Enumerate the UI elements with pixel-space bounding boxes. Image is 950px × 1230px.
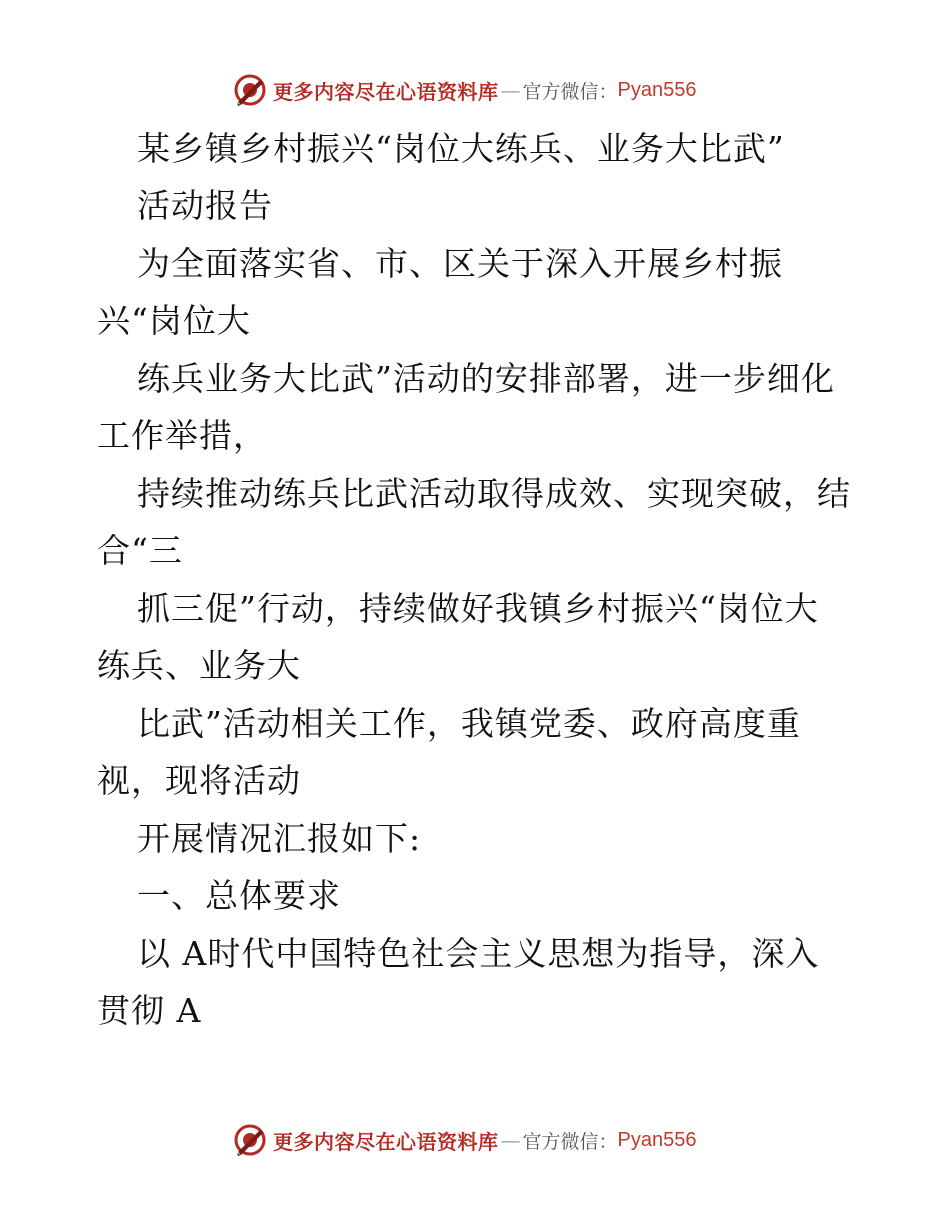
watermark-wechat-label: 官方微信： (522, 1130, 618, 1153)
doc-line: 视，现将活动 (97, 761, 301, 800)
pen-logo-icon (233, 73, 267, 107)
pen-logo-icon (233, 1123, 267, 1157)
watermark-main-text: 更多内容尽在心语资料库 (273, 1129, 499, 1154)
header-watermark (233, 72, 696, 108)
doc-title-line-2: 活动报告 (137, 186, 273, 225)
watermark-wechat-id: Pyan556 (617, 1128, 697, 1151)
doc-line: 贯彻 A (97, 991, 202, 1030)
doc-line: 练兵业务大比武”活动的安排部署，进一步细化 (137, 359, 835, 398)
doc-line: 以 A时代中国特色社会主义思想为指导，深入 (137, 934, 820, 973)
doc-line: 比武”活动相关工作，我镇党委、政府高度重 (137, 704, 801, 743)
doc-line: 兴“岗位大 (97, 301, 251, 340)
doc-line: 合“三 (97, 531, 183, 570)
doc-line: 练兵、业务大 (97, 646, 301, 685)
watermark-wechat-label: 官方微信： (522, 80, 618, 103)
watermark-wechat-id: Pyan556 (617, 78, 697, 101)
doc-title-line-1: 某乡镇乡村振兴“岗位大练兵、业务大比武” (137, 129, 785, 168)
doc-line: 开展情况汇报如下: (137, 819, 422, 858)
section-heading: 一、总体要求 (137, 876, 341, 915)
doc-line: 抓三促”行动，持续做好我镇乡村振兴“岗位大 (137, 589, 819, 628)
doc-line: 工作举措， (97, 416, 267, 455)
watermark-dash: — (500, 1128, 521, 1152)
footer-watermark (233, 1122, 696, 1158)
doc-line: 持续推动练兵比武活动取得成效、实现突破，结 (137, 474, 851, 513)
watermark-dash: — (500, 78, 521, 102)
doc-line: 为全面落实省、市、区关于深入开展乡村振 (137, 244, 783, 283)
watermark-main-text: 更多内容尽在心语资料库 (273, 79, 499, 104)
